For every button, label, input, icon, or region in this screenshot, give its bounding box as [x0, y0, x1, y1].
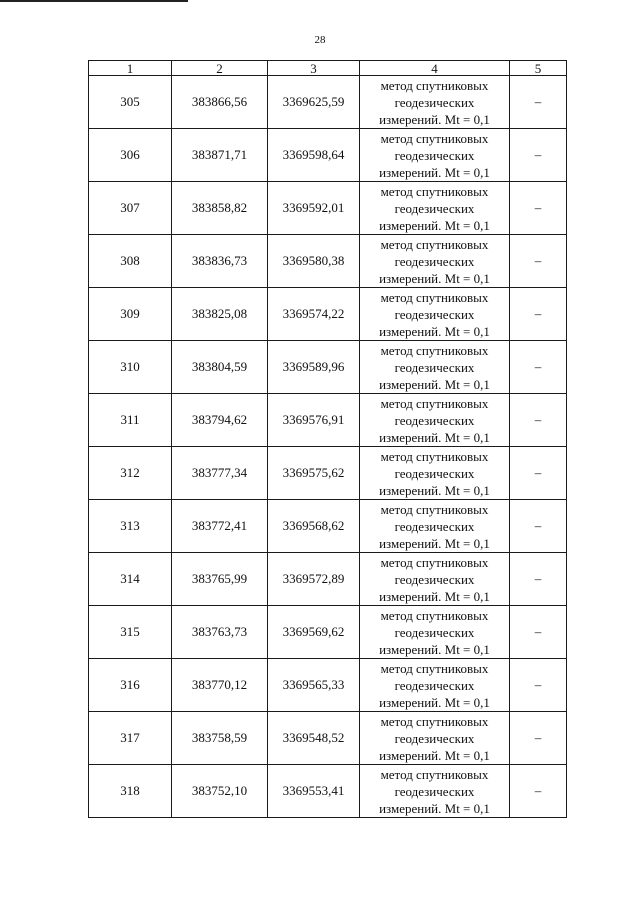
table-row: [89, 182, 567, 235]
y-coordinate-cell: 3369589,96: [268, 341, 360, 394]
method-line: метод спутниковых: [380, 130, 489, 146]
method-line: геодезических: [394, 730, 475, 746]
method-line: метод спутниковых: [380, 289, 489, 305]
x-coordinate-cell: 383871,71: [172, 129, 268, 182]
method-line: геодезических: [394, 147, 475, 163]
method-line: геодезических: [394, 412, 475, 428]
y-coordinate-cell: 3369580,38: [268, 235, 360, 288]
table-row: [89, 500, 567, 553]
header-cell: 2: [172, 61, 268, 76]
note-cell: –: [510, 129, 567, 182]
method-line: измерений. Mt = 0,1: [379, 747, 490, 763]
note-cell: –: [510, 606, 567, 659]
point-number-cell: 311: [89, 394, 172, 447]
method-line: геодезических: [394, 624, 475, 640]
note-cell: –: [510, 659, 567, 712]
method-line: измерений. Mt = 0,1: [379, 217, 490, 233]
y-coordinate-cell: 3369553,41: [268, 765, 360, 818]
method-line: геодезических: [394, 359, 475, 375]
note-cell: –: [510, 712, 567, 765]
x-coordinate-cell: 383858,82: [172, 182, 268, 235]
x-coordinate-cell: 383804,59: [172, 341, 268, 394]
method-line: геодезических: [394, 571, 475, 587]
point-number-cell: 305: [89, 76, 172, 129]
table-row: [89, 235, 567, 288]
method-line: геодезических: [394, 783, 475, 799]
method-line: метод спутниковых: [380, 660, 489, 676]
note-cell: –: [510, 500, 567, 553]
point-number-cell: 313: [89, 500, 172, 553]
y-coordinate-cell: 3369574,22: [268, 288, 360, 341]
x-coordinate-cell: 383777,34: [172, 447, 268, 500]
method-cell: [360, 341, 510, 394]
method-line: метод спутниковых: [380, 766, 489, 782]
note-cell: –: [510, 76, 567, 129]
method-cell: [360, 288, 510, 341]
top-rule: [0, 0, 188, 2]
x-coordinate-cell: 383866,56: [172, 76, 268, 129]
table-row: [89, 765, 567, 818]
point-number-cell: 315: [89, 606, 172, 659]
x-coordinate-cell: 383763,73: [172, 606, 268, 659]
method-line: метод спутниковых: [380, 395, 489, 411]
header-cell: 5: [510, 61, 567, 76]
method-cell: [360, 76, 510, 129]
method-line: измерений. Mt = 0,1: [379, 111, 490, 127]
header-cell: 1: [89, 61, 172, 76]
y-coordinate-cell: 3369572,89: [268, 553, 360, 606]
method-line: метод спутниковых: [380, 77, 489, 93]
y-coordinate-cell: 3369548,52: [268, 712, 360, 765]
point-number-cell: 309: [89, 288, 172, 341]
method-line: геодезических: [394, 94, 475, 110]
x-coordinate-cell: 383752,10: [172, 765, 268, 818]
point-number-cell: 314: [89, 553, 172, 606]
table-row: [89, 394, 567, 447]
method-cell: [360, 447, 510, 500]
x-coordinate-cell: 383758,59: [172, 712, 268, 765]
method-cell: [360, 712, 510, 765]
method-line: геодезических: [394, 677, 475, 693]
method-line: измерений. Mt = 0,1: [379, 164, 490, 180]
note-cell: –: [510, 235, 567, 288]
table-row: [89, 76, 567, 129]
y-coordinate-cell: 3369575,62: [268, 447, 360, 500]
method-line: измерений. Mt = 0,1: [379, 588, 490, 604]
header-cell: 3: [268, 61, 360, 76]
note-cell: –: [510, 288, 567, 341]
method-line: измерений. Mt = 0,1: [379, 270, 490, 286]
point-number-cell: 312: [89, 447, 172, 500]
point-number-cell: 307: [89, 182, 172, 235]
method-cell: [360, 235, 510, 288]
y-coordinate-cell: 3369576,91: [268, 394, 360, 447]
method-cell: [360, 182, 510, 235]
table-row: [89, 447, 567, 500]
method-line: измерений. Mt = 0,1: [379, 376, 490, 392]
method-line: измерений. Mt = 0,1: [379, 694, 490, 710]
method-line: метод спутниковых: [380, 236, 489, 252]
method-line: метод спутниковых: [380, 501, 489, 517]
method-line: метод спутниковых: [380, 183, 489, 199]
point-number-cell: 317: [89, 712, 172, 765]
page-number: 28: [314, 34, 326, 46]
header-cell: 4: [360, 61, 510, 76]
note-cell: –: [510, 765, 567, 818]
table-header-row: [89, 61, 567, 76]
method-line: измерений. Mt = 0,1: [379, 641, 490, 657]
method-line: геодезических: [394, 465, 475, 481]
table-row: [89, 659, 567, 712]
method-line: метод спутниковых: [380, 554, 489, 570]
y-coordinate-cell: 3369569,62: [268, 606, 360, 659]
point-number-cell: 308: [89, 235, 172, 288]
method-line: метод спутниковых: [380, 448, 489, 464]
y-coordinate-cell: 3369592,01: [268, 182, 360, 235]
method-cell: [360, 129, 510, 182]
table-row: [89, 553, 567, 606]
method-line: измерений. Mt = 0,1: [379, 429, 490, 445]
point-number-cell: 306: [89, 129, 172, 182]
x-coordinate-cell: 383765,99: [172, 553, 268, 606]
method-line: измерений. Mt = 0,1: [379, 535, 490, 551]
y-coordinate-cell: 3369568,62: [268, 500, 360, 553]
note-cell: –: [510, 341, 567, 394]
table-row: [89, 341, 567, 394]
method-line: метод спутниковых: [380, 607, 489, 623]
table-body: [89, 76, 567, 818]
y-coordinate-cell: 3369565,33: [268, 659, 360, 712]
x-coordinate-cell: 383772,41: [172, 500, 268, 553]
y-coordinate-cell: 3369625,59: [268, 76, 360, 129]
method-cell: [360, 394, 510, 447]
method-line: геодезических: [394, 200, 475, 216]
method-line: измерений. Mt = 0,1: [379, 800, 490, 816]
method-line: измерений. Mt = 0,1: [379, 323, 490, 339]
note-cell: –: [510, 394, 567, 447]
point-number-cell: 310: [89, 341, 172, 394]
table-row: [89, 288, 567, 341]
method-cell: [360, 500, 510, 553]
method-cell: [360, 606, 510, 659]
method-cell: [360, 659, 510, 712]
y-coordinate-cell: 3369598,64: [268, 129, 360, 182]
method-line: метод спутниковых: [380, 713, 489, 729]
point-number-cell: 318: [89, 765, 172, 818]
x-coordinate-cell: 383794,62: [172, 394, 268, 447]
method-line: метод спутниковых: [380, 342, 489, 358]
method-line: геодезических: [394, 306, 475, 322]
table-row: [89, 712, 567, 765]
note-cell: –: [510, 447, 567, 500]
method-cell: [360, 765, 510, 818]
table-row: [89, 129, 567, 182]
method-line: геодезических: [394, 518, 475, 534]
method-line: измерений. Mt = 0,1: [379, 482, 490, 498]
table-row: [89, 606, 567, 659]
x-coordinate-cell: 383825,08: [172, 288, 268, 341]
note-cell: –: [510, 182, 567, 235]
point-number-cell: 316: [89, 659, 172, 712]
note-cell: –: [510, 553, 567, 606]
method-cell: [360, 553, 510, 606]
x-coordinate-cell: 383770,12: [172, 659, 268, 712]
x-coordinate-cell: 383836,73: [172, 235, 268, 288]
method-line: геодезических: [394, 253, 475, 269]
coordinates-table: [88, 60, 567, 818]
